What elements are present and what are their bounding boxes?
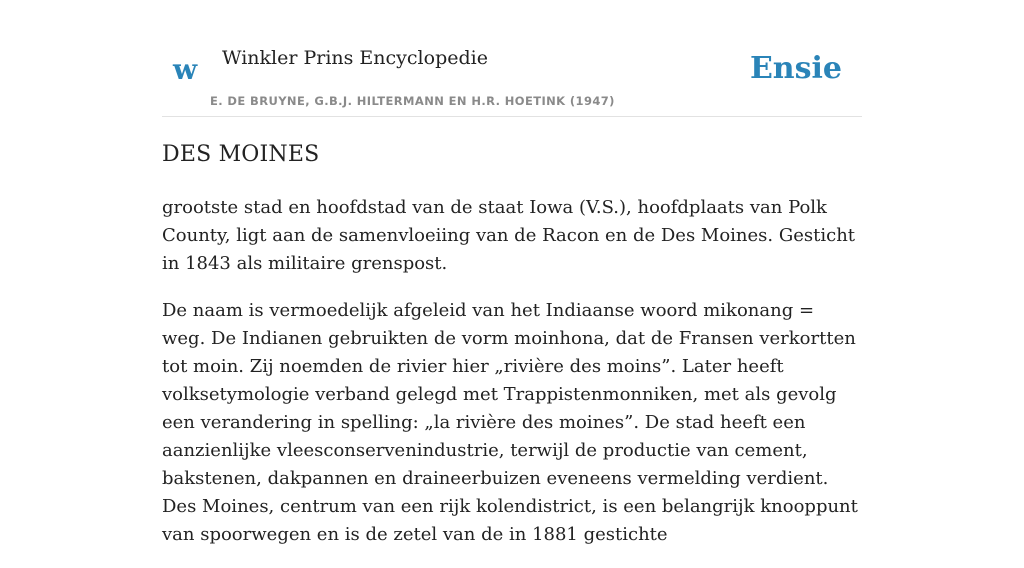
article-paragraph: De naam is vermoedelijk afgeleid van het Indiaanse woord mikonang = weg. De Indianen gebruikten de vorm moinhona, dat de Fransen verkortten tot moin. Zij noemden de rivier hier „rivière des moins”. Later heeft volksetymologie verband gelegd met Trappistenmonniken, met als gevolg een verandering in spelling: „la rivière des moines”. De stad heeft een aanzienlijke vleesconservenindustrie, terwijl de productie van cement, bakstenen, dakpannen en draineerbuizen eveneens vermelding verdient. Des Moines, centrum van een rijk kolendistrict, is een belangrijk knooppunt van spoorwegen en is de zetel van de in 1881 gestichte xyxy=(162,300,858,545)
publication-title[interactable]: Winkler Prins Encyclopedie xyxy=(222,47,488,69)
article xyxy=(162,138,862,568)
publication-authors: E. DE BRUYNE, G.B.J. HILTERMANN EN H.R. HOETINK (1947) xyxy=(210,94,615,108)
ensie-logo-link[interactable]: Ensie xyxy=(749,51,842,86)
article-paragraph: grootste stad en hoofdstad van de staat Iowa (V.S.), hoofdplaats van Polk County, ligt aan de samenvloeiing van de Racon en de Des Moines. Gesticht in 1843 als militaire grenspost. xyxy=(162,197,856,274)
winkler-prins-logo[interactable]: w xyxy=(173,53,198,86)
entry-title: DES MOINES xyxy=(162,142,320,167)
site-header xyxy=(162,0,862,117)
